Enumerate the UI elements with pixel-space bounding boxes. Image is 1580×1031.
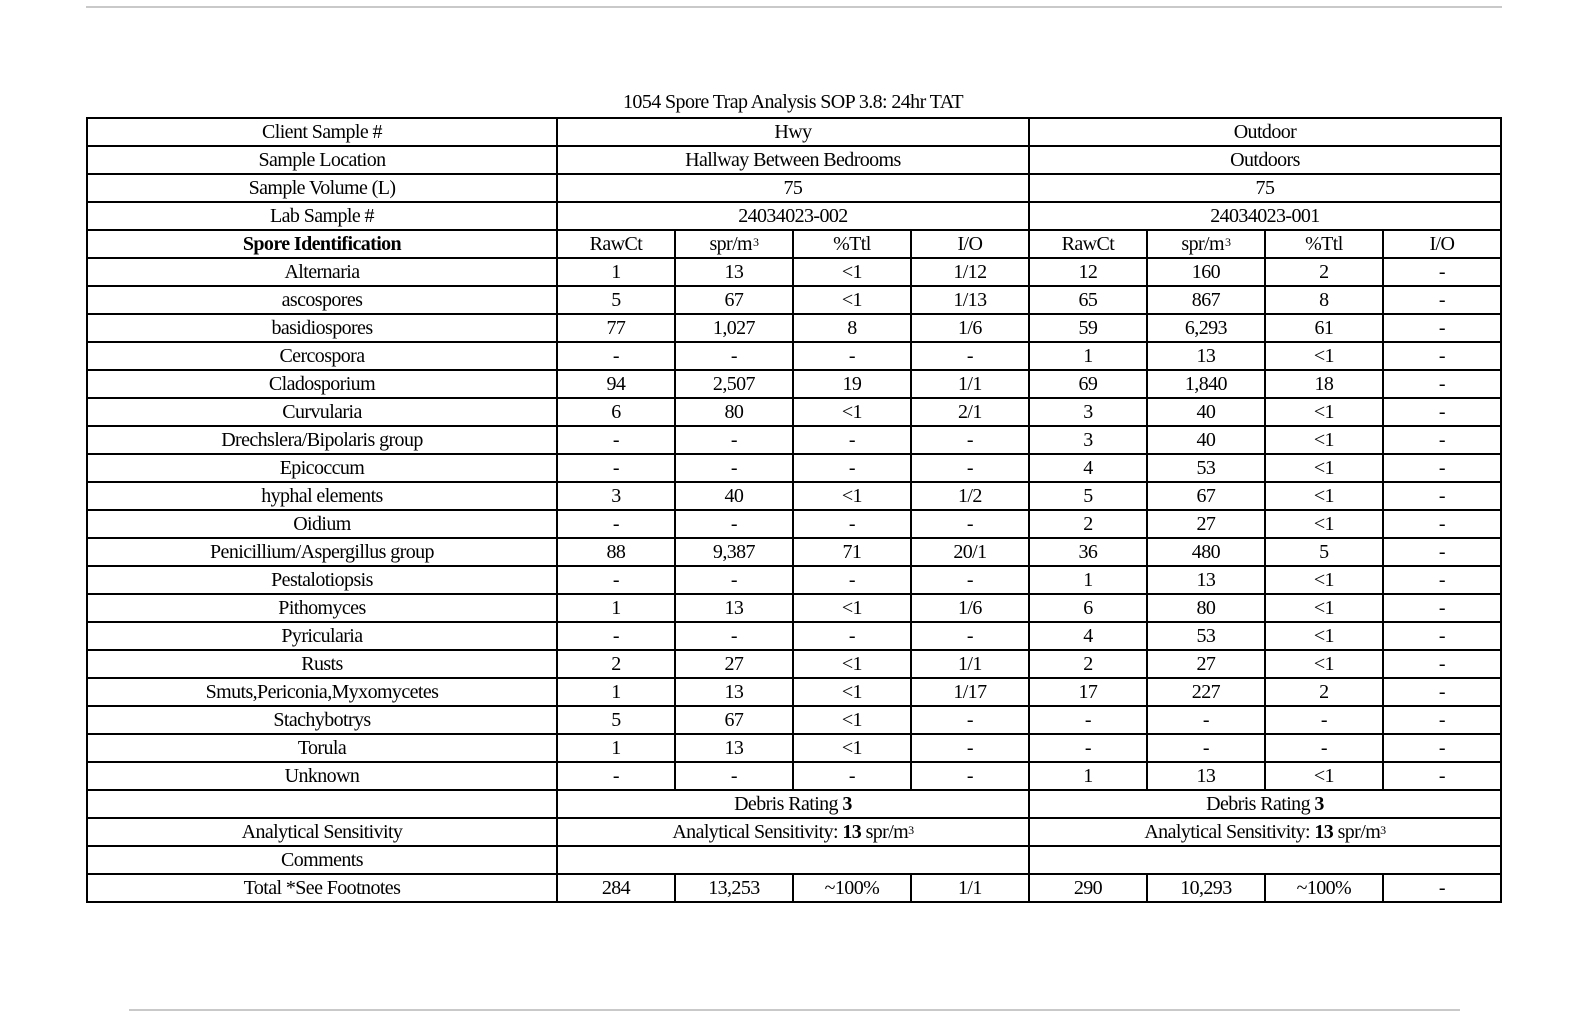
pct-total-header: %Ttl xyxy=(1265,230,1383,258)
client-sample-row xyxy=(87,118,1501,146)
sample1-cell: 6 xyxy=(557,398,675,426)
unit-exponent: 3 xyxy=(1224,235,1231,249)
sample1-cell: 71 xyxy=(793,538,911,566)
sample2-cell: - xyxy=(1383,286,1501,314)
sample2-cell: - xyxy=(1383,594,1501,622)
row-label: Sample Volume (L) xyxy=(87,174,557,202)
sample1-comments xyxy=(557,846,1029,874)
sample2-value: 24034023-001 xyxy=(1029,202,1501,230)
sample2-cell: 40 xyxy=(1147,398,1265,426)
sample2-value: Outdoor xyxy=(1029,118,1501,146)
sample2-cell: <1 xyxy=(1265,510,1383,538)
sample1-cell: 1/2 xyxy=(911,482,1029,510)
unit-base: spr/m xyxy=(709,233,752,255)
sample1-cell: - xyxy=(793,342,911,370)
spr-m3-header xyxy=(1147,230,1265,258)
sample2-cell: 53 xyxy=(1147,454,1265,482)
sample1-cell: 67 xyxy=(675,286,793,314)
table-row xyxy=(87,454,1501,482)
sample2-cell: - xyxy=(1383,762,1501,790)
sample1-cell: - xyxy=(793,762,911,790)
sample2-comments xyxy=(1029,846,1501,874)
sample2-cell: 4 xyxy=(1029,622,1147,650)
sample1-sensitivity xyxy=(557,818,1029,846)
sample2-cell: 67 xyxy=(1147,482,1265,510)
sample1-cell: 3 xyxy=(557,482,675,510)
total-cell: 284 xyxy=(557,874,675,902)
sample2-cell: 2 xyxy=(1265,258,1383,286)
spore-name: Torula xyxy=(87,734,557,762)
sample1-cell: 2,507 xyxy=(675,370,793,398)
sample1-cell: - xyxy=(911,762,1029,790)
spore-name: ascospores xyxy=(87,286,557,314)
spore-trap-table xyxy=(86,117,1502,903)
sample2-cell: - xyxy=(1383,622,1501,650)
total-cell: - xyxy=(1383,874,1501,902)
sample1-cell: 1/1 xyxy=(911,370,1029,398)
debris-label: Debris Rating xyxy=(734,793,838,815)
sample1-cell: - xyxy=(557,426,675,454)
sample2-cell: 59 xyxy=(1029,314,1147,342)
sample2-cell: 480 xyxy=(1147,538,1265,566)
sample1-value: Hallway Between Bedrooms xyxy=(557,146,1029,174)
sample2-cell: - xyxy=(1029,734,1147,762)
sample1-cell: - xyxy=(793,622,911,650)
spore-name: Alternaria xyxy=(87,258,557,286)
sample1-cell: - xyxy=(793,426,911,454)
table-row xyxy=(87,426,1501,454)
sample2-cell: 2 xyxy=(1029,510,1147,538)
spore-name: Oidium xyxy=(87,510,557,538)
rawct-header: RawCt xyxy=(1029,230,1147,258)
sample2-cell: 18 xyxy=(1265,370,1383,398)
sample2-cell: 6 xyxy=(1029,594,1147,622)
sample1-cell: - xyxy=(675,454,793,482)
sample2-cell: 65 xyxy=(1029,286,1147,314)
sample2-cell: 3 xyxy=(1029,426,1147,454)
sample2-cell: - xyxy=(1383,678,1501,706)
debris-label: Debris Rating xyxy=(1206,793,1310,815)
sample1-cell: 1/6 xyxy=(911,314,1029,342)
spore-name: Drechslera/Bipolaris group xyxy=(87,426,557,454)
io-header: I/O xyxy=(1383,230,1501,258)
sample2-cell: - xyxy=(1265,706,1383,734)
sample2-cell: - xyxy=(1383,398,1501,426)
sample2-cell: 1 xyxy=(1029,342,1147,370)
sample1-cell: 94 xyxy=(557,370,675,398)
sample2-cell: 227 xyxy=(1147,678,1265,706)
unit-exponent: 3 xyxy=(753,235,759,249)
sample1-cell: 8 xyxy=(793,314,911,342)
sample2-cell: 4 xyxy=(1029,454,1147,482)
sample1-cell: - xyxy=(557,762,675,790)
sample1-cell: - xyxy=(675,762,793,790)
unit-exponent: 3 xyxy=(908,823,914,837)
sample2-cell: 40 xyxy=(1147,426,1265,454)
sample1-cell: - xyxy=(675,510,793,538)
sample2-cell: 1,840 xyxy=(1147,370,1265,398)
table-row xyxy=(87,734,1501,762)
sample1-cell: - xyxy=(911,566,1029,594)
table-row xyxy=(87,342,1501,370)
sample1-cell: 1/1 xyxy=(911,650,1029,678)
sample1-cell: - xyxy=(793,566,911,594)
sample2-cell: - xyxy=(1383,426,1501,454)
sample1-cell: 13 xyxy=(675,258,793,286)
sensitivity-value: 13 xyxy=(1314,821,1334,843)
table-row xyxy=(87,482,1501,510)
sample1-cell: 13 xyxy=(675,594,793,622)
unit-base: spr/m xyxy=(1337,821,1381,843)
debris-rating-row xyxy=(87,790,1501,818)
sample2-cell: <1 xyxy=(1265,426,1383,454)
sample2-cell: 61 xyxy=(1265,314,1383,342)
sample2-debris xyxy=(1029,790,1501,818)
rawct-header: RawCt xyxy=(557,230,675,258)
analytical-sensitivity-row xyxy=(87,818,1501,846)
sample2-cell: 12 xyxy=(1029,258,1147,286)
table-row xyxy=(87,286,1501,314)
sample2-cell: 160 xyxy=(1147,258,1265,286)
sample2-cell: 2 xyxy=(1029,650,1147,678)
sample1-cell: 1/6 xyxy=(911,594,1029,622)
sample1-value: 24034023-002 xyxy=(557,202,1029,230)
table-row xyxy=(87,566,1501,594)
sample1-cell: - xyxy=(911,706,1029,734)
spore-rows xyxy=(87,258,1501,790)
sample2-cell: 8 xyxy=(1265,286,1383,314)
sample1-cell: 5 xyxy=(557,706,675,734)
sample2-cell: 6,293 xyxy=(1147,314,1265,342)
spore-name: Smuts,Periconia,Myxomycetes xyxy=(87,678,557,706)
sample1-cell: - xyxy=(911,510,1029,538)
sample2-cell: - xyxy=(1383,482,1501,510)
sample2-cell: <1 xyxy=(1265,594,1383,622)
sample1-cell: 88 xyxy=(557,538,675,566)
total-cell: 1/1 xyxy=(911,874,1029,902)
sample1-cell: - xyxy=(793,510,911,538)
total-row xyxy=(87,874,1501,902)
row-label: Client Sample # xyxy=(87,118,557,146)
sample2-cell: 1 xyxy=(1029,762,1147,790)
sample1-cell: 1 xyxy=(557,594,675,622)
sample1-cell: 27 xyxy=(675,650,793,678)
column-header-row xyxy=(87,230,1501,258)
row-label: Lab Sample # xyxy=(87,202,557,230)
total-cell: ~100% xyxy=(1265,874,1383,902)
sample2-cell: 13 xyxy=(1147,762,1265,790)
table-row xyxy=(87,594,1501,622)
sample2-cell: 2 xyxy=(1265,678,1383,706)
spore-name: Cladosporium xyxy=(87,370,557,398)
sample2-cell: - xyxy=(1383,370,1501,398)
sample2-cell: - xyxy=(1029,706,1147,734)
sample1-cell: <1 xyxy=(793,286,911,314)
sample2-cell: - xyxy=(1383,258,1501,286)
sample1-cell: 80 xyxy=(675,398,793,426)
sample1-cell: 19 xyxy=(793,370,911,398)
sample2-cell: 17 xyxy=(1029,678,1147,706)
sample2-cell: - xyxy=(1383,566,1501,594)
row-label: Total *See Footnotes xyxy=(87,874,557,902)
sample2-cell: - xyxy=(1383,538,1501,566)
table-row xyxy=(87,678,1501,706)
total-cell: 290 xyxy=(1029,874,1147,902)
sample1-cell: - xyxy=(557,510,675,538)
sample1-cell: - xyxy=(675,342,793,370)
sample1-cell: - xyxy=(911,622,1029,650)
sample1-cell: 2 xyxy=(557,650,675,678)
sample1-cell: <1 xyxy=(793,706,911,734)
sample2-cell: <1 xyxy=(1265,566,1383,594)
sample2-cell: <1 xyxy=(1265,454,1383,482)
table-row xyxy=(87,650,1501,678)
spore-name: hyphal elements xyxy=(87,482,557,510)
table-row xyxy=(87,510,1501,538)
unit-exponent: 3 xyxy=(1380,823,1386,837)
spore-name: Pestalotiopsis xyxy=(87,566,557,594)
sample1-cell: 77 xyxy=(557,314,675,342)
sample1-cell: 2/1 xyxy=(911,398,1029,426)
sample2-cell: 5 xyxy=(1029,482,1147,510)
sensitivity-prefix: Analytical Sensitivity: xyxy=(672,821,838,843)
sample2-cell: 5 xyxy=(1265,538,1383,566)
sample2-cell: 53 xyxy=(1147,622,1265,650)
sample2-value: 75 xyxy=(1029,174,1501,202)
sample2-cell: - xyxy=(1383,510,1501,538)
sample1-cell: 1/12 xyxy=(911,258,1029,286)
sample2-cell: <1 xyxy=(1265,650,1383,678)
sample2-cell: - xyxy=(1383,314,1501,342)
sample1-cell: 13 xyxy=(675,678,793,706)
table-row xyxy=(87,622,1501,650)
table-row xyxy=(87,314,1501,342)
sample2-cell: <1 xyxy=(1265,482,1383,510)
sample2-cell: - xyxy=(1383,342,1501,370)
sample1-cell: 13 xyxy=(675,734,793,762)
sample1-cell: - xyxy=(911,426,1029,454)
top-divider xyxy=(86,6,1502,8)
spore-name: Cercospora xyxy=(87,342,557,370)
sample1-cell: - xyxy=(675,426,793,454)
sample2-cell: - xyxy=(1147,706,1265,734)
sample1-cell: 1,027 xyxy=(675,314,793,342)
sample2-cell: 69 xyxy=(1029,370,1147,398)
report-title: 1054 Spore Trap Analysis SOP 3.8: 24hr TAT xyxy=(623,91,963,113)
spr-m3-header xyxy=(675,230,793,258)
sample1-cell: 1 xyxy=(557,258,675,286)
debris-label-cell xyxy=(87,790,557,818)
sample2-cell: - xyxy=(1147,734,1265,762)
sample1-cell: - xyxy=(911,454,1029,482)
sample2-cell: 1 xyxy=(1029,566,1147,594)
sample2-cell: 13 xyxy=(1147,566,1265,594)
sample2-cell: 27 xyxy=(1147,510,1265,538)
sample1-cell: - xyxy=(557,454,675,482)
sample2-cell: 27 xyxy=(1147,650,1265,678)
sample1-debris xyxy=(557,790,1029,818)
sample1-cell: 67 xyxy=(675,706,793,734)
unit-base: spr/m xyxy=(865,821,909,843)
spore-name: Penicillium/Aspergillus group xyxy=(87,538,557,566)
spore-name: Stachybotrys xyxy=(87,706,557,734)
row-label: Sample Location xyxy=(87,146,557,174)
spore-name: basidiospores xyxy=(87,314,557,342)
sample1-cell: - xyxy=(675,566,793,594)
sample1-cell: 1/13 xyxy=(911,286,1029,314)
spore-name: Rusts xyxy=(87,650,557,678)
table-row xyxy=(87,258,1501,286)
spore-name: Unknown xyxy=(87,762,557,790)
table-row xyxy=(87,370,1501,398)
sample2-cell: 867 xyxy=(1147,286,1265,314)
sample1-cell: 1 xyxy=(557,734,675,762)
sample1-cell: <1 xyxy=(793,398,911,426)
total-cell: ~100% xyxy=(793,874,911,902)
bottom-divider xyxy=(129,1009,1460,1011)
sample1-cell: 5 xyxy=(557,286,675,314)
row-label: Comments xyxy=(87,846,557,874)
sample1-cell: <1 xyxy=(793,678,911,706)
sample1-cell: - xyxy=(557,622,675,650)
sample1-cell: 1 xyxy=(557,678,675,706)
sample1-cell: 40 xyxy=(675,482,793,510)
debris-value: 3 xyxy=(842,793,852,815)
debris-value: 3 xyxy=(1314,793,1324,815)
pct-total-header: %Ttl xyxy=(793,230,911,258)
sample2-cell: 80 xyxy=(1147,594,1265,622)
sample1-cell: 1/17 xyxy=(911,678,1029,706)
sample1-cell: - xyxy=(675,622,793,650)
sample1-cell: - xyxy=(911,342,1029,370)
sample-location-row xyxy=(87,146,1501,174)
sample2-cell: - xyxy=(1383,706,1501,734)
lab-sample-row xyxy=(87,202,1501,230)
sample1-value: Hwy xyxy=(557,118,1029,146)
total-cell: 13,253 xyxy=(675,874,793,902)
comments-row xyxy=(87,846,1501,874)
row-label: Analytical Sensitivity xyxy=(87,818,557,846)
sample2-cell: 13 xyxy=(1147,342,1265,370)
spore-name: Pithomyces xyxy=(87,594,557,622)
sample2-cell: - xyxy=(1383,454,1501,482)
sample1-cell: 20/1 xyxy=(911,538,1029,566)
io-header: I/O xyxy=(911,230,1029,258)
sample2-cell: - xyxy=(1383,650,1501,678)
table-row xyxy=(87,706,1501,734)
sample2-cell: - xyxy=(1383,734,1501,762)
sample2-cell: <1 xyxy=(1265,398,1383,426)
sample2-value: Outdoors xyxy=(1029,146,1501,174)
sample1-cell: <1 xyxy=(793,734,911,762)
sample1-cell: <1 xyxy=(793,650,911,678)
sample1-cell: - xyxy=(911,734,1029,762)
total-cell: 10,293 xyxy=(1147,874,1265,902)
sample1-cell: - xyxy=(557,566,675,594)
sample1-value: 75 xyxy=(557,174,1029,202)
sample1-cell: <1 xyxy=(793,594,911,622)
table-row xyxy=(87,398,1501,426)
spore-name: Pyricularia xyxy=(87,622,557,650)
sample2-cell: - xyxy=(1265,734,1383,762)
sample1-cell: 9,387 xyxy=(675,538,793,566)
sample2-cell: 3 xyxy=(1029,398,1147,426)
sample2-cell: <1 xyxy=(1265,342,1383,370)
unit-base: spr/m xyxy=(1181,233,1224,255)
sample2-cell: <1 xyxy=(1265,762,1383,790)
sensitivity-value: 13 xyxy=(842,821,862,843)
sample2-cell: 36 xyxy=(1029,538,1147,566)
sample-volume-row xyxy=(87,174,1501,202)
sample1-cell: - xyxy=(793,454,911,482)
sample1-cell: - xyxy=(557,342,675,370)
sample2-cell: <1 xyxy=(1265,622,1383,650)
sample2-sensitivity xyxy=(1029,818,1501,846)
spore-name: Curvularia xyxy=(87,398,557,426)
spore-identification-header: Spore Identification xyxy=(87,230,557,258)
sample1-cell: <1 xyxy=(793,258,911,286)
sample1-cell: <1 xyxy=(793,482,911,510)
table-row xyxy=(87,538,1501,566)
sensitivity-prefix: Analytical Sensitivity: xyxy=(1144,821,1310,843)
table-row xyxy=(87,762,1501,790)
spore-name: Epicoccum xyxy=(87,454,557,482)
